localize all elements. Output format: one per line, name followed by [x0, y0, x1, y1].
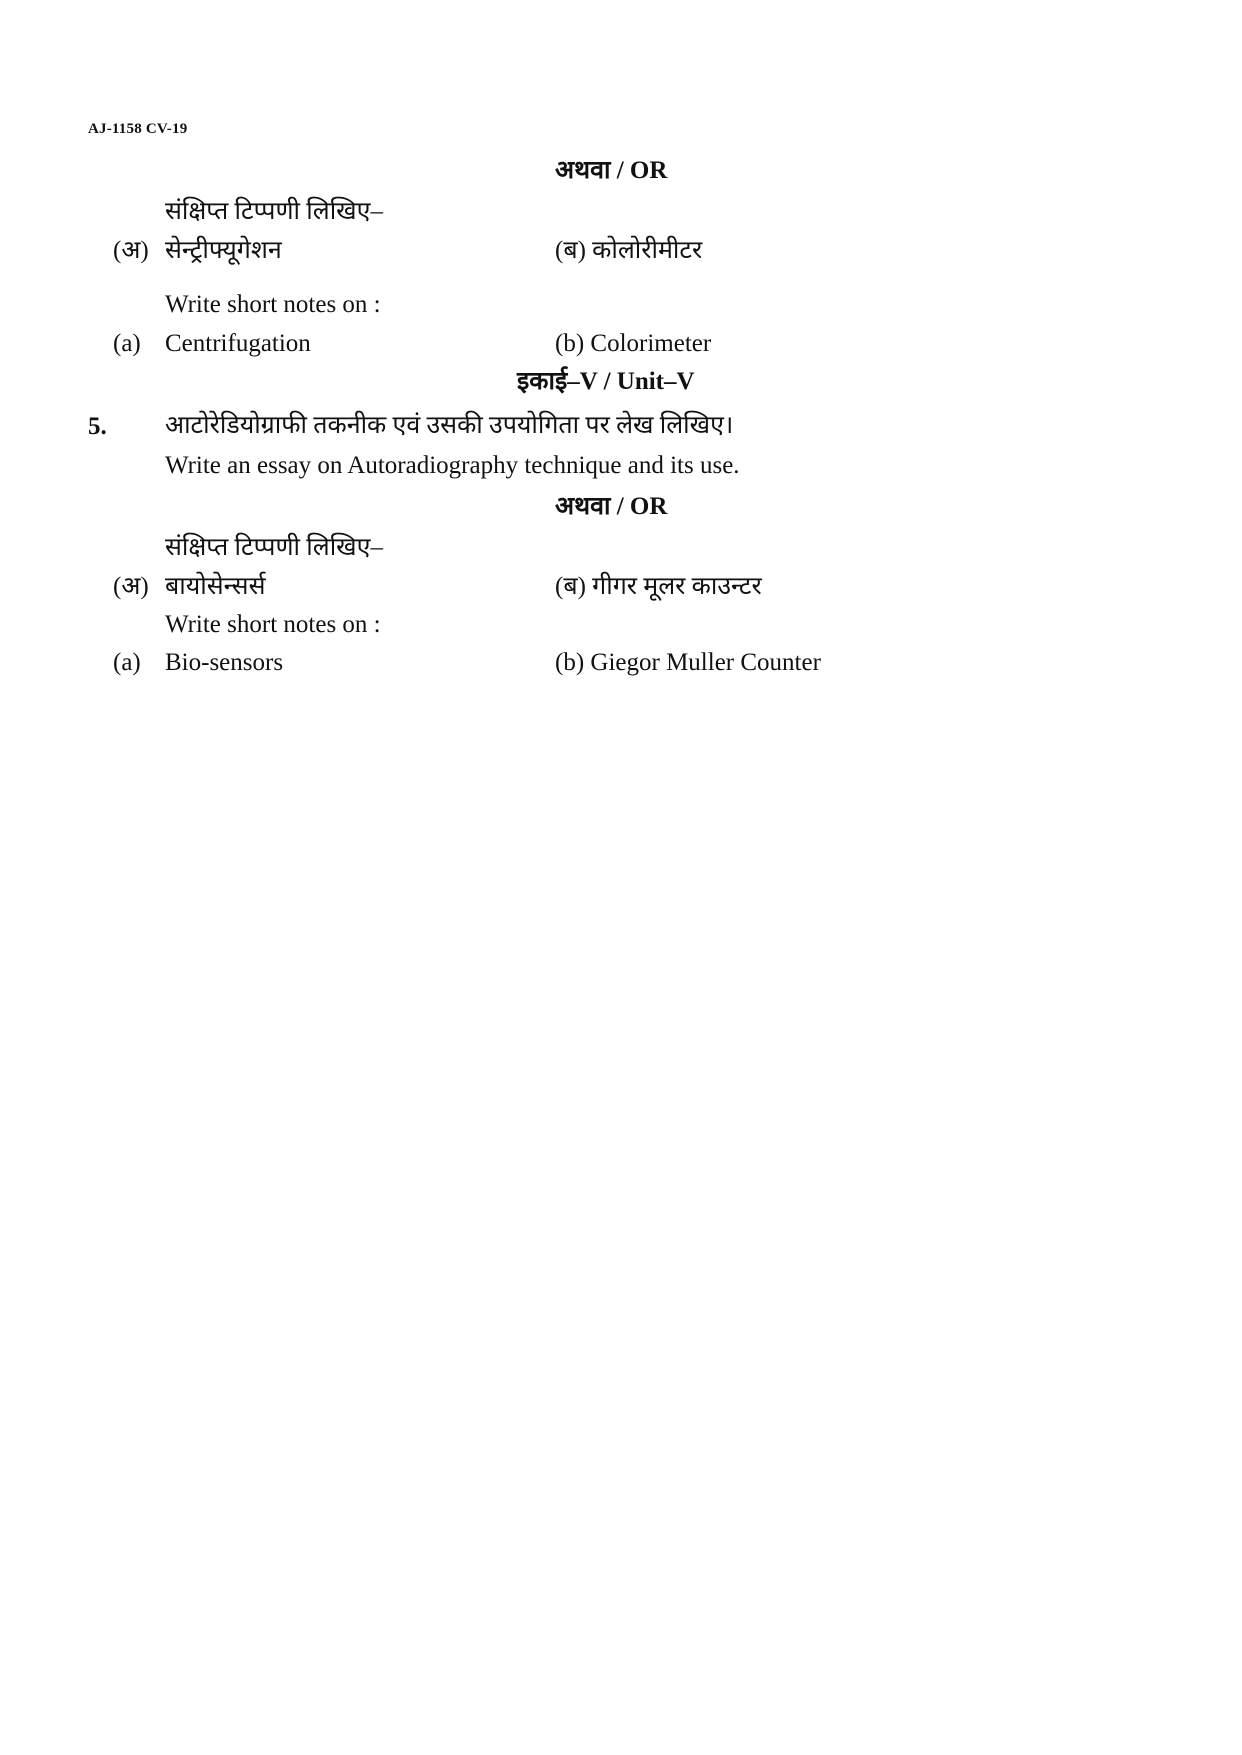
paper-code: AJ-1158 CV-19 [88, 121, 188, 137]
hindi-option-b-2: (ब) गीगर मूलर काउन्टर [555, 573, 762, 600]
question-hindi: आटोरेडियोग्राफी तकनीक एवं उसकी उपयोगिता पर लेख लिखिए। [165, 412, 734, 439]
hindi-option-b-1: (ब) कोलोरीमीटर [555, 237, 703, 264]
hindi-instruction-2: संक्षिप्त टिप्पणी लिखिए– [165, 534, 383, 561]
english-option-a-marker-2: (a) [113, 649, 141, 676]
hindi-option-a-text-1: सेन्ट्रीफ्यूगेशन [165, 237, 282, 264]
hindi-option-a-marker-1: (अ) [113, 237, 149, 264]
hindi-option-a-text-2: बायोसेन्सर्स [165, 573, 266, 600]
english-instruction-1: Write short notes on : [165, 291, 381, 318]
hindi-instruction-1: संक्षिप्त टिप्पणी लिखिए– [165, 198, 383, 225]
english-option-a-text-1: Centrifugation [165, 330, 311, 357]
or-heading-1: अथवा / OR [555, 157, 668, 184]
or-heading-2: अथवा / OR [555, 493, 668, 520]
hindi-option-a-marker-2: (अ) [113, 573, 149, 600]
english-option-a-text-2: Bio-sensors [165, 649, 284, 676]
english-instruction-2: Write short notes on : [165, 611, 381, 638]
english-option-b-2: (b) Giegor Muller Counter [555, 649, 821, 676]
english-option-b-1: (b) Colorimeter [555, 330, 712, 357]
question-number: 5. [88, 413, 107, 440]
english-option-a-marker-1: (a) [113, 330, 141, 357]
question-english: Write an essay on Autoradiography technique and its use. [165, 452, 740, 479]
unit-heading: इकाई–V / Unit–V [517, 368, 695, 395]
